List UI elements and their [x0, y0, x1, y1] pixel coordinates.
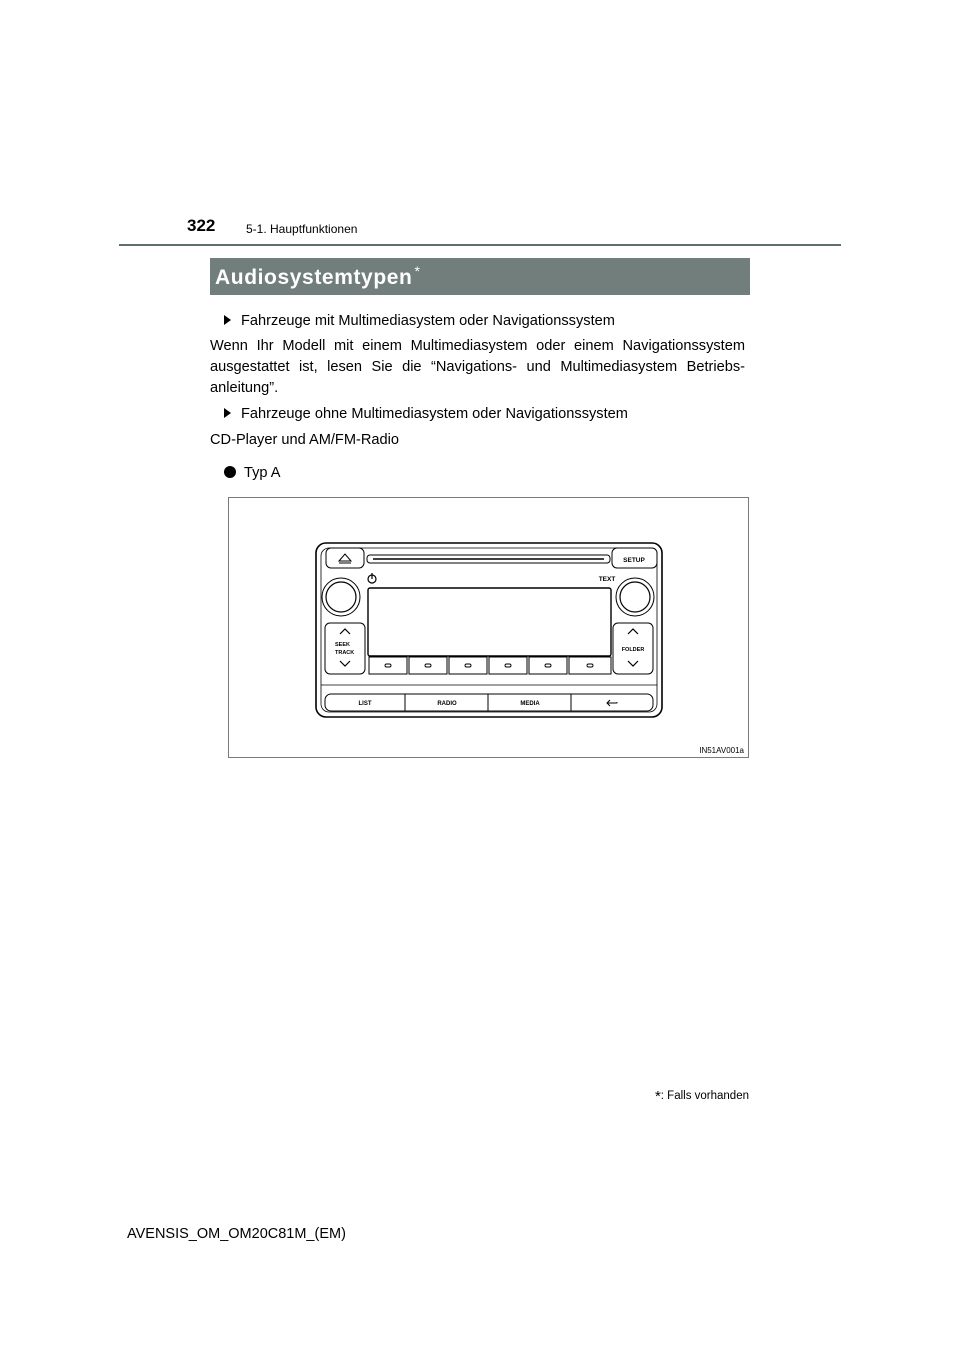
preset-button-6: [569, 657, 611, 674]
page-number: 322: [187, 216, 216, 235]
footnote-marker: *: [654, 1088, 661, 1105]
seek-label: SEEK: [335, 642, 350, 648]
circle-bullet-icon: [224, 466, 236, 478]
preset-button-5: [529, 657, 567, 674]
preset-button-2: [409, 657, 447, 674]
bullet-item-text: Typ A: [244, 465, 281, 481]
figure-code: IN51AV001a: [699, 746, 744, 755]
triangle-bullet-icon: [224, 408, 231, 418]
display-screen: [368, 588, 611, 656]
paragraph-line: ausgestattet ist, lesen Sie die “Navigations- und Multimediasystem Betriebs-: [210, 359, 745, 375]
text-label: TEXT: [598, 576, 616, 583]
availability-marker: *: [414, 263, 421, 279]
section-title: Audiosystemtypen: [215, 266, 413, 289]
preset-button-4: [489, 657, 527, 674]
media-label: MEDIA: [520, 701, 540, 707]
paragraph: [210, 336, 745, 399]
footnote-text: : Falls vorhanden: [660, 1090, 749, 1102]
list-item-text: Fahrzeuge mit Multimediasystem oder Navigationssystem: [241, 313, 615, 329]
section-label: 5-1. Hauptfunktionen: [246, 222, 358, 236]
preset-button-3: [449, 657, 487, 674]
section-title-bar: [210, 258, 750, 295]
track-label: TRACK: [335, 650, 355, 656]
list-item: [224, 311, 615, 332]
folder-label: FOLDER: [621, 647, 645, 653]
header-rule: [119, 244, 841, 246]
preset-buttons: [369, 657, 611, 674]
volume-knob: [326, 582, 356, 612]
audio-unit-illustration: [229, 498, 748, 757]
list-label: LIST: [358, 701, 372, 707]
document-code: AVENSIS_OM_OM20C81M_(EM): [127, 1226, 346, 1242]
preset-button-1: [369, 657, 407, 674]
paragraph: CD-Player und AM/FM-Radio: [210, 432, 399, 448]
list-item: [224, 404, 628, 425]
eject-button: [326, 548, 364, 568]
bullet-item: [224, 463, 281, 484]
paragraph-line: anleitung”.: [210, 380, 279, 396]
audio-unit-figure: [228, 497, 749, 758]
bottom-button-row: [325, 694, 653, 711]
paragraph-line: Wenn Ihr Modell mit einem Multimediasystem oder einem Navigationssystem: [210, 338, 745, 354]
tune-knob: [620, 582, 650, 612]
setup-label: SETUP: [623, 557, 645, 564]
radio-label: RADIO: [437, 701, 457, 707]
list-item-text: Fahrzeuge ohne Multimediasystem oder Navigationssystem: [241, 406, 628, 422]
footnote: [655, 1088, 749, 1105]
triangle-bullet-icon: [224, 315, 231, 325]
